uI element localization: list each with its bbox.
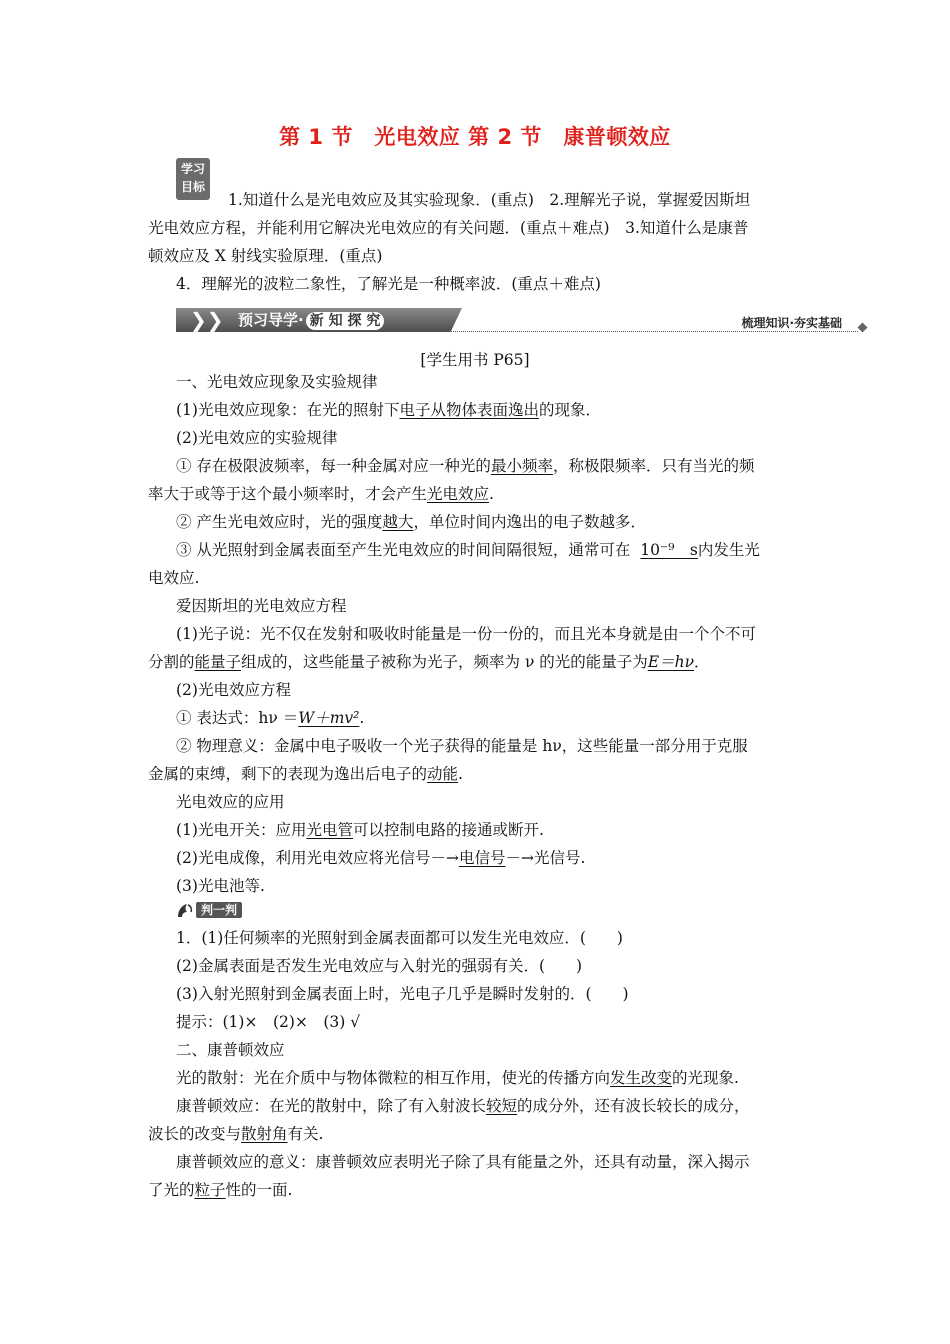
banner-main-text: 预习导学·: [238, 311, 304, 329]
section4-heading: 二、康普顿效应: [176, 1041, 285, 1059]
s1-rule-2: [176, 508, 646, 536]
section2-heading: 爱因斯坦的光电效应方程: [176, 597, 347, 615]
text: 了光的: [148, 1181, 195, 1199]
section3-heading: 光电效应的应用: [176, 793, 285, 811]
answer-underline: 越大: [382, 513, 414, 531]
section1-heading: 一、光电效应现象及实验规律: [176, 373, 378, 391]
s2-meaning-cont: [148, 760, 463, 788]
banner-dotted-rule: [446, 331, 858, 332]
s2-meaning: ② 物理意义：金属中电子吸收一个光子获得的能量是 hν，这些能量一部分用于克服: [176, 737, 748, 755]
goals-line-1: 1.知道什么是光电效应及其实验现象．(重点) 2.理解光子说，掌握爱因斯坦: [228, 191, 751, 209]
goals-line-4: 4．理解光的波粒二象性，了解光是一种概率波．(重点＋难点): [176, 275, 601, 293]
text: ，单位时间内逸出的电子数越多．: [413, 513, 646, 531]
s4-compton: [176, 1092, 750, 1120]
text: 康普顿效应：在光的散射中，除了有入射波长: [176, 1097, 487, 1115]
s2-item-1-cont: [148, 648, 710, 676]
text: 内发生光: [697, 541, 760, 559]
s4-significance: 康普顿效应的意义：康普顿效应表明光子除了具有能量之外，还具有动量，深入揭示: [176, 1153, 750, 1171]
answer-underline: W＋mv²: [298, 709, 360, 727]
text: ② 产生光电效应时，光的强度: [176, 513, 383, 531]
text: 的现象．: [538, 401, 601, 419]
answer-underline: 能量子: [194, 653, 242, 671]
s2-equation: [176, 704, 364, 732]
text: ③ 从光照射到金属表面至产生光电效应的时间间隔很短，通常可在: [176, 541, 631, 559]
answer-underline: 动能: [427, 765, 459, 783]
hand-icon: [176, 902, 194, 918]
page-title: 第 1 节 光电效应 第 2 节 康普顿效应: [279, 125, 671, 149]
badge-line-2: 目标: [180, 180, 205, 194]
s1-rule-3-cont: 电效应.: [148, 569, 200, 587]
s1-rule-3: [176, 536, 760, 564]
judge-question-1: 1．(1)任何频率的光照射到金属表面都可以发生光电效应．( ): [176, 929, 623, 947]
answer-underline: 光电效应: [427, 485, 490, 503]
text: (1)光电开关：应用: [176, 821, 307, 839]
text: 金属的束缚，剩下的表现为逸出后电子的: [148, 765, 428, 783]
answer-underline: 10⁻⁹ s: [640, 541, 698, 559]
text: 率大于或等于这个最小频率时，才会产生: [148, 485, 428, 503]
learning-goals-badge: [176, 158, 210, 200]
diamond-icon: [858, 323, 868, 333]
s2-item-2: (2)光电效应方程: [176, 681, 291, 699]
text: .: [458, 765, 463, 783]
banner-title: [238, 308, 384, 332]
double-chevron-icon: ❯❯: [190, 308, 224, 332]
answer-underline: 光电管: [306, 821, 353, 839]
s1-item-1: [176, 396, 601, 424]
goals-line-2: 光电效应方程，并能利用它解决光电效应的有关问题．(重点＋难点) 3.知道什么是康普: [148, 219, 749, 237]
goals-line-3: 顿效应及 X 射线实验原理．(重点): [148, 247, 383, 265]
judge-label: 判一判: [196, 902, 242, 918]
text: 的成分外，还有波长较长的成分，: [517, 1097, 750, 1115]
text: .: [489, 485, 494, 503]
s2-item-1: (1)光子说：光不仅在发射和吸收时能量是一份一份的，而且光本身就是由一个个不可: [176, 625, 756, 643]
s3-item-2: [176, 844, 585, 872]
s4-scattering: [176, 1064, 739, 1092]
text: .: [359, 709, 365, 727]
s1-rule-1: [176, 452, 754, 480]
s3-item-3: (3)光电池等.: [176, 877, 265, 895]
text: －→光信号.: [505, 849, 586, 867]
section-banner: [176, 306, 866, 336]
text: 性的一面.: [225, 1181, 293, 1199]
text: 光的散射：光在介质中与物体微粒的相互作用，使光的传播方向: [176, 1069, 611, 1087]
answer-underline: E＝hν: [647, 653, 695, 671]
badge-line-1: 学习: [180, 162, 205, 176]
text: 有关.: [287, 1125, 324, 1143]
s4-significance-cont: [148, 1176, 292, 1204]
text: 可以控制电路的接通或断开.: [352, 821, 544, 839]
s4-compton-cont: [148, 1120, 323, 1148]
text: (1)光电效应现象：在光的照射下: [176, 401, 400, 419]
judge-question-3: (3)入射光照射到金属表面上时，光电子几乎是瞬时发射的．( ): [176, 985, 629, 1003]
text: ① 存在极限波频率，每一种金属对应一种光的: [176, 457, 491, 475]
judge-question-2: (2)金属表面是否发生光电效应与入射光的强弱有关．( ): [176, 957, 583, 975]
banner-pill: 新 知 探 究: [306, 312, 385, 330]
answer-underline: 电信号: [458, 849, 506, 867]
s1-item-2: (2)光电效应的实验规律: [176, 429, 338, 447]
banner-subtitle: 梳理知识·夯实基础: [741, 316, 842, 330]
text: ．: [694, 653, 710, 671]
text: ① 表达式：hν ＝: [176, 709, 299, 727]
student-book-reference: [学生用书 P65]: [420, 351, 530, 369]
judge-hint: 提示：(1)× (2)× (3) √: [176, 1013, 361, 1031]
judge-badge: [176, 900, 242, 918]
answer-underline: 最小频率: [490, 457, 553, 475]
answer-underline: 发生改变: [610, 1069, 673, 1087]
s1-rule-1-cont: [148, 480, 494, 508]
s3-item-1: [176, 816, 544, 844]
text: (2)光电成像，利用光电效应将光信号－→: [176, 849, 459, 867]
text: 组成的，这些能量子被称为光子，频率为 ν 的光的能量子为: [241, 653, 648, 671]
text: 的光现象.: [672, 1069, 739, 1087]
answer-underline: 散射角: [241, 1125, 288, 1143]
text: 波长的改变与: [148, 1125, 242, 1143]
answer-underline: 粒子: [194, 1181, 226, 1199]
text: ，称极限频率．只有当光的频: [552, 457, 755, 475]
answer-underline: 电子从物体表面逸出: [399, 401, 539, 419]
answer-underline: 较短: [486, 1097, 518, 1115]
text: 分割的: [148, 653, 195, 671]
